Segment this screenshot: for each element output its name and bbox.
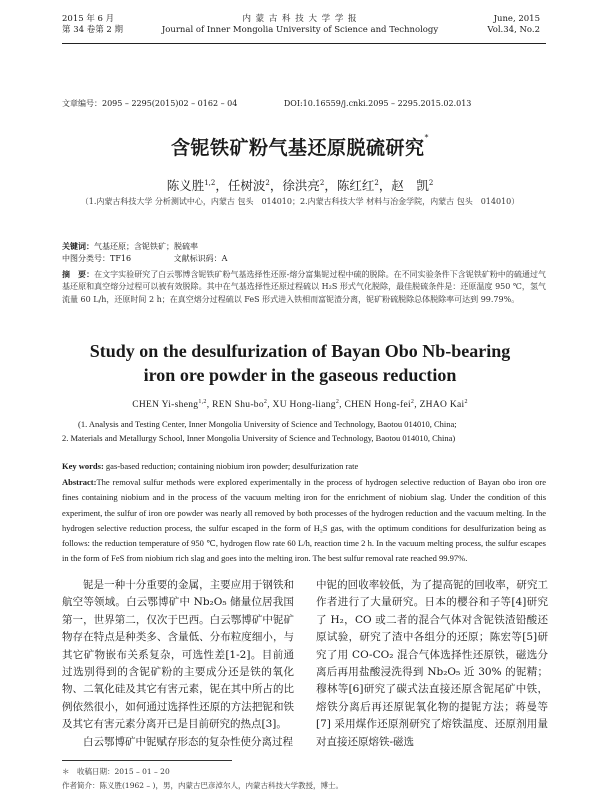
body-paragraph: 中铌的回收率较低，为了提高铌的回收率，研究工作者进行了大量研究。日本的樱谷和子等[4]研究了 H₂，CO 或二者的混合气体对含铌铁渣铅酸还原试验，研究了渣中各组分的还原；陈宏等[5]研究了用 CO-CO₂ 混合气体选择性还原铁，磁选分离后再用盐酸浸洗得到 Nb₂O₅ 近 30% 的铌精；穆林等[6]研究了碳式法直接还原含铌尾矿中铁，熔铁分离后再还原铌氧化物的提铌方法；蒋曼等[7] 采用煤作还原剂研究了熔铁温度、还原剂用量对直接还原熔铁-磁选 xyxy=(316,579,548,748)
author-en-affil: 2 xyxy=(335,399,340,405)
author-en-affil: 2 xyxy=(263,399,268,405)
keywords-cn xyxy=(62,240,546,253)
author-en: , REN Shu-bo xyxy=(206,400,264,411)
keywords-cn-text: 气基还原；含铌铁矿；脱硫率 xyxy=(94,242,198,251)
author-en-affil: 1,2 xyxy=(198,399,207,405)
author-cn: 陈义胜 xyxy=(166,178,205,193)
author-en: , XU Hong-liang xyxy=(267,400,336,411)
body-paragraph: 白云鄂博矿中铌赋存形态的复杂性使分离过程 xyxy=(83,735,293,748)
issue-volume-cn: 第 34 卷第 2 期 xyxy=(62,25,124,35)
affiliation-en-line: (1. Analysis and Testing Center, Inner Mongolia University of Science and Technology, Baotou 014010, China; xyxy=(78,419,457,429)
title-cn-text: 含铌铁矿粉气基还原脱硫研究 xyxy=(170,137,425,159)
issue-date-en: June, 2015 xyxy=(493,14,540,24)
abstract-en xyxy=(62,475,546,567)
title-cn xyxy=(0,133,600,160)
abstract-en-text: The removal sulfur methods were explored experimentally in the process of hydrogen selective reduction of Bayan obo iron ore fines containing niobium and in the process of the vacuum melting iron for the enrichment of niobium slag. Under the condition of this experiment, the sulfur of iron ore powder was nearly all removed by both processes of the hydrogen reduction and the vacuum melting. In the hydrogen selective reduction process, the sulfur escaped in the form of H₂S gas, with the optimum conditions for desulfurization being as follows: the reduction temperature of 950 ℃, hydrogen flow rate 60 L/h, reaction time 2 h. In the vacuum melting process, the sulfur escapes in the form of FeS from niobium rich slag and goes into the melting iron. The best sulfur removal rate reached 99.97%. xyxy=(62,477,546,564)
doi: DOI:10.16559/j.cnki.2095 – 2295.2015.02.013 xyxy=(283,99,472,108)
abstract-cn-text: 在文字实验研究了白云鄂博含铌铁矿粉气基选择性还原-熔分富集铌过程中硫的脱除。在不同实验条件下含铌铁矿粉中的硫通过气基还原和真空熔分过程可以被有效脱除。其中在气基选择性还原过程硫以 H₂S 形式气化脱除，最佳脱硫条件是：还原温度 950 ℃，氢气流量 60 L/h，还原时间 2 h；在真空熔分过程硫以 FeS 形式进入铁相而富铌渣分离，铌矿粉硫脱除总体脱除率可达到 99.79%。 xyxy=(62,270,547,304)
abstract-cn-label: 摘 要： xyxy=(62,269,95,279)
clc-number: 中图分类号：TF16 xyxy=(62,254,132,263)
author-en-affil: 2 xyxy=(464,399,468,405)
keywords-en-label: Key words: xyxy=(62,461,104,471)
author-en: , ZHAO Kai xyxy=(414,400,465,411)
authors-en xyxy=(0,399,600,410)
title-cn-mark: * xyxy=(424,133,429,142)
issue-volume-en: Vol.34, No.2 xyxy=(487,25,540,35)
journal-name-cn: 内 蒙 古 科 技 大 学 学 报 xyxy=(242,14,358,24)
journal-name-en: Journal of Inner Mongolia University of Science and Technology xyxy=(161,25,439,35)
authors-cn xyxy=(0,176,600,194)
body-column-left xyxy=(62,577,294,751)
running-header-right xyxy=(487,14,540,36)
affiliation-en-line: 2. Materials and Metallurgy School, Inner Mongolia University of Science and Technology, Baotou 014010, China) xyxy=(62,433,456,443)
affiliation-cn: （1.内蒙古科技大学 分析测试中心，内蒙古 包头 014010；2.内蒙古科技大学 材料与冶金学院，内蒙古 包头 014010） xyxy=(80,197,520,206)
article-info-line xyxy=(62,98,538,109)
body-column-right xyxy=(316,577,548,751)
author-cn-affil: 2 xyxy=(265,178,270,187)
author-cn-affil: 2 xyxy=(428,178,434,187)
issue-date-cn: 2015 年 6 月 xyxy=(62,14,115,24)
author-en: , CHEN Hong-fei xyxy=(339,400,411,411)
classification-line xyxy=(62,253,546,264)
title-en-line: Study on the desulfurization of Bayan Obo Nb-bearing xyxy=(89,341,511,361)
keywords-en xyxy=(62,461,546,471)
author-cn: ，任树波 xyxy=(215,178,266,193)
author-cn-affil: 2 xyxy=(319,178,325,187)
author-cn: ，陈红红 xyxy=(324,178,375,193)
document-code: 文献标识码：A xyxy=(173,254,228,263)
body-paragraph: 铌是一种十分重要的金属，主要应用于钢铁和航空等领域。白云鄂博矿中 Nb₂O₅ 储量位居我国第一，世界第二，仅次于巴西。白云鄂博矿中铌矿物存在特点是种类多、含量低、分布粒度细小，与其它矿物嵌布关系复杂，可选性差[1-2]。目前通过选别得到的含铌矿粉的主要成分还是铁的氧化物、二氧化硅及其它有害元素，铌在其中所占的比例依然很小，如何通过选择性还原的方法把铌和铁及其它有害元素分离开已是目前研究的热点[3]。 xyxy=(62,579,294,731)
footnote-author: 作者简介：陈义胜(1962 – )，男，内蒙古巴彦淖尔人，内蒙古科技大学教授，博士。 xyxy=(62,781,343,790)
header-rule xyxy=(62,43,546,44)
article-number: 文章编号：2095 – 2295(2015)02 – 0162 – 04 xyxy=(62,99,238,108)
abstract-cn xyxy=(62,268,546,306)
author-cn: ，赵 凯 xyxy=(378,178,429,193)
keywords-en-text: gas-based reduction; containing niobium iron powder; desulfurization rate xyxy=(105,461,359,471)
keywords-cn-label: 关键词： xyxy=(62,241,94,251)
footnote-received: ＊ 收稿日期：2015 – 01 – 20 xyxy=(62,767,170,776)
author-en-affil: 2 xyxy=(410,399,415,405)
author-cn-affil: 2 xyxy=(374,178,379,187)
author-cn: ，徐洪亮 xyxy=(269,178,320,193)
footnote-rule xyxy=(62,760,232,761)
author-en: CHEN Yi-sheng xyxy=(132,400,199,411)
abstract-en-label: Abstract: xyxy=(62,477,97,487)
author-cn-affil: 1,2 xyxy=(204,178,216,187)
title-en-line: iron ore powder in the gaseous reduction xyxy=(143,365,457,385)
title-en xyxy=(0,339,600,387)
